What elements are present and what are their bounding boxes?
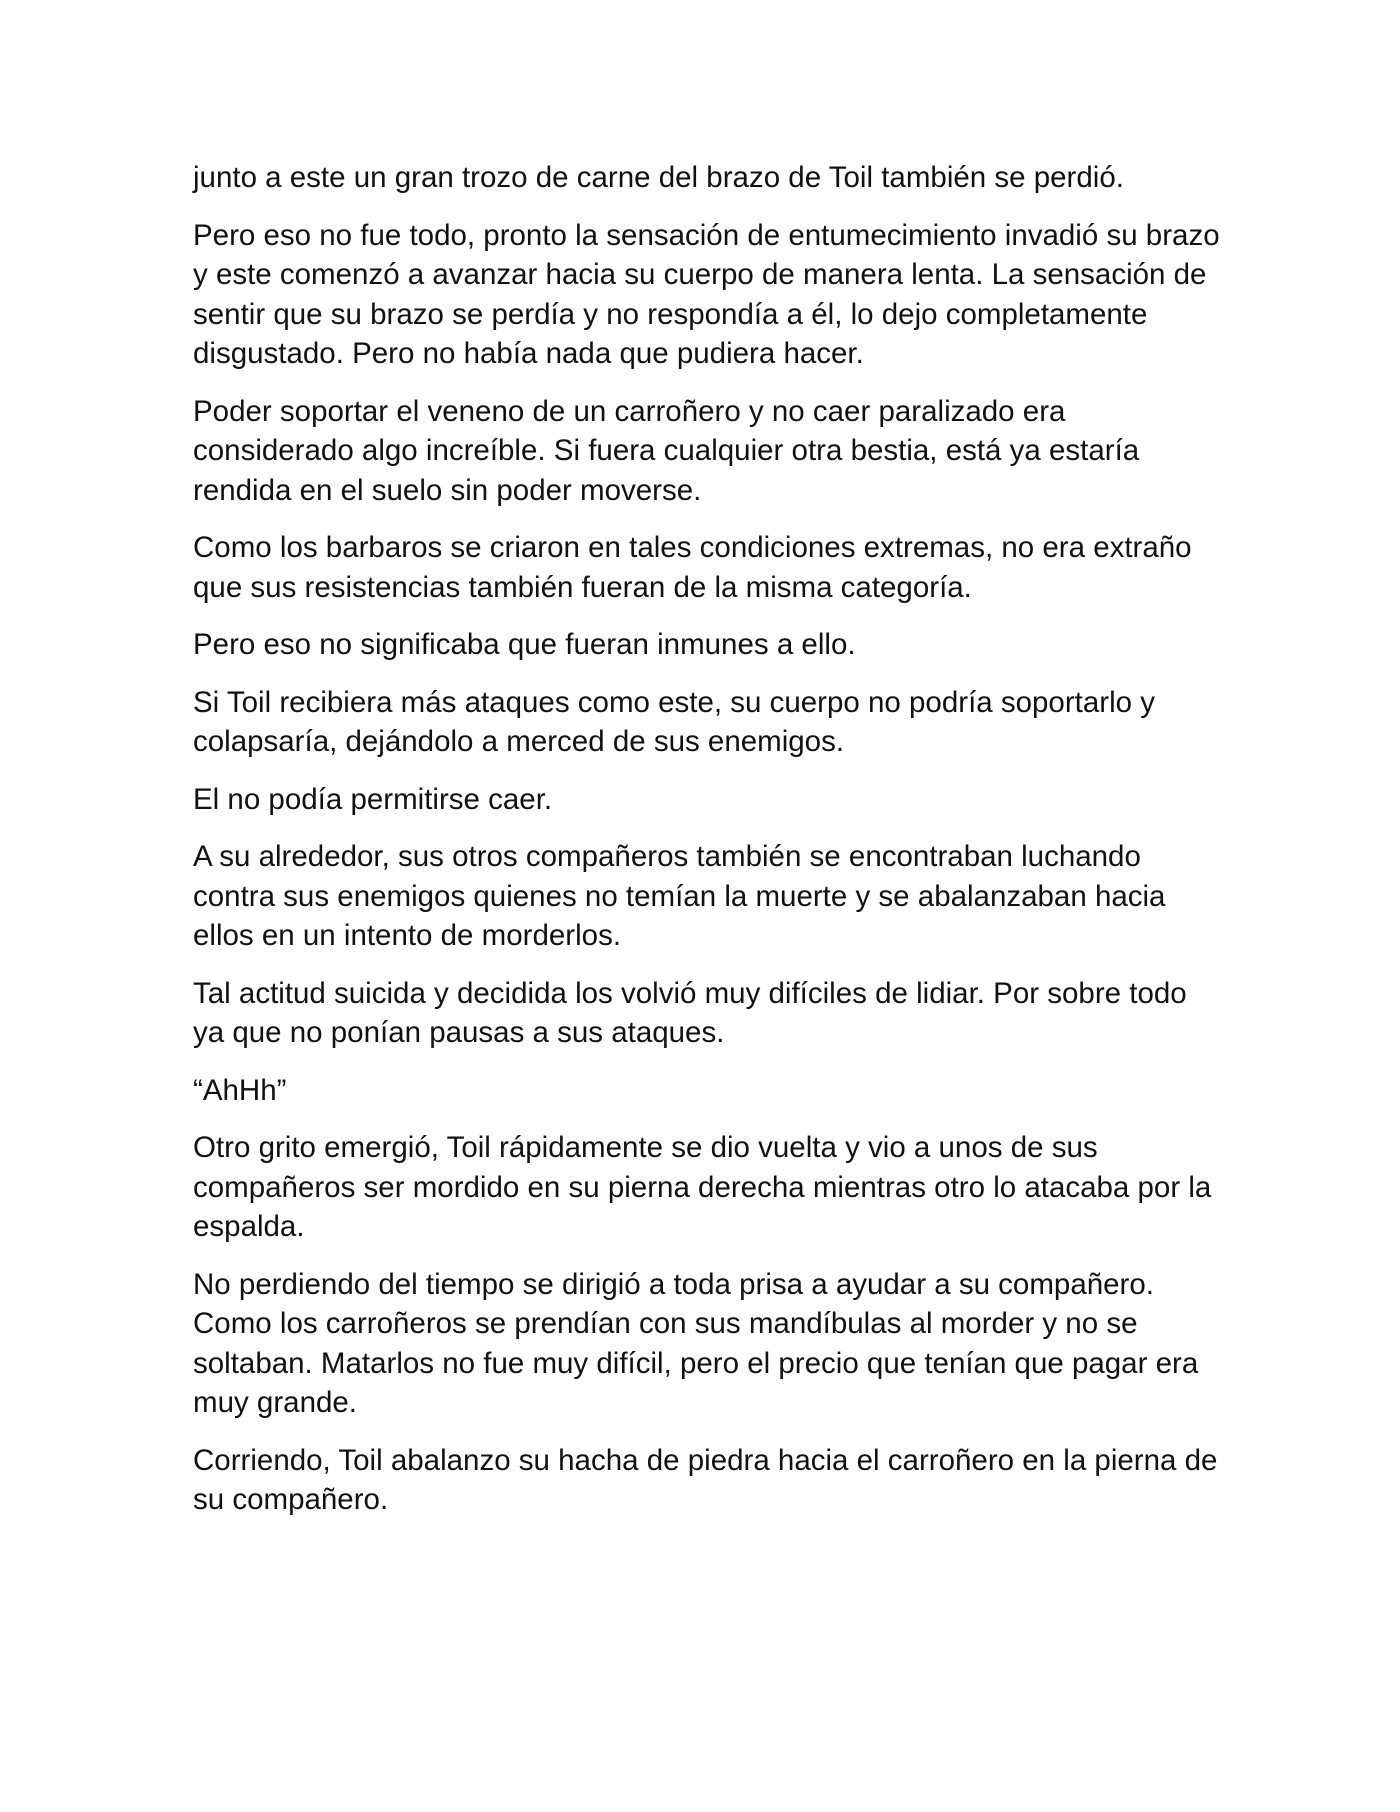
paragraph: El no podía permitirse caer. [193,782,553,816]
paragraph: Otro grito emergió, Toil rápidamente se dio vuelta y vio a unos de sus compañeros ser mordido en su pierna derecha mientras otro lo atacaba por la espalda. [193,1131,1212,1243]
paragraph: Tal actitud suicida y decidida los volvió muy difíciles de lidiar. Por sobre todo ya que no ponían pausas a sus ataques. [193,976,1187,1049]
paragraph: No perdiendo del tiempo se dirigió a toda prisa a ayudar a su compañero. Como los carroñeros se prendían con sus mandíbulas al morder y no se soltaban. Matarlos no fue muy difícil, pero el precio que tenían que pagar era muy grande. [193,1267,1199,1419]
paragraph: A su alrededor, sus otros compañeros también se encontraban luchando contra sus enemigos quienes no temían la muerte y se abalanzaban hacia ellos en un intento de morderlos. [193,840,1166,952]
paragraph: Corriendo, Toil abalanzo su hacha de piedra hacia el carroñero en la pierna de su compañero. [193,1443,1218,1516]
paragraph: Poder soportar el veneno de un carroñero y no caer paralizado era considerado algo increíble. Si fuera cualquier otra bestia, está ya estaría rendida en el suelo sin poder moverse. [193,394,1140,507]
paragraph: Si Toil recibiera más ataques como este, su cuerpo no podría soportarlo y colapsaría, dejándolo a merced de sus enemigos. [193,685,1155,758]
paragraph: Pero eso no fue todo, pronto la sensación de entumecimiento invadió su brazo y este comenzó a avanzar hacia su cuerpo de manera lenta. La sensación de sentir que su brazo se perdía y no respondía a él, lo dejo completamente disgustado. Pero no había nada que pudiera hacer. [193,218,1220,370]
paragraph: junto a este un gran trozo de carne del brazo de Toil también se perdió. [193,161,1124,194]
dialogue-line: “AhHh” [193,1073,287,1107]
paragraph: Como los barbaros se criaron en tales condiciones extremas, no era extraño que sus resistencias también fueran de la misma categoría. [193,531,1192,604]
body-text [193,158,1223,1538]
paragraph: Pero eso no significaba que fueran inmunes a ello. [193,628,856,661]
